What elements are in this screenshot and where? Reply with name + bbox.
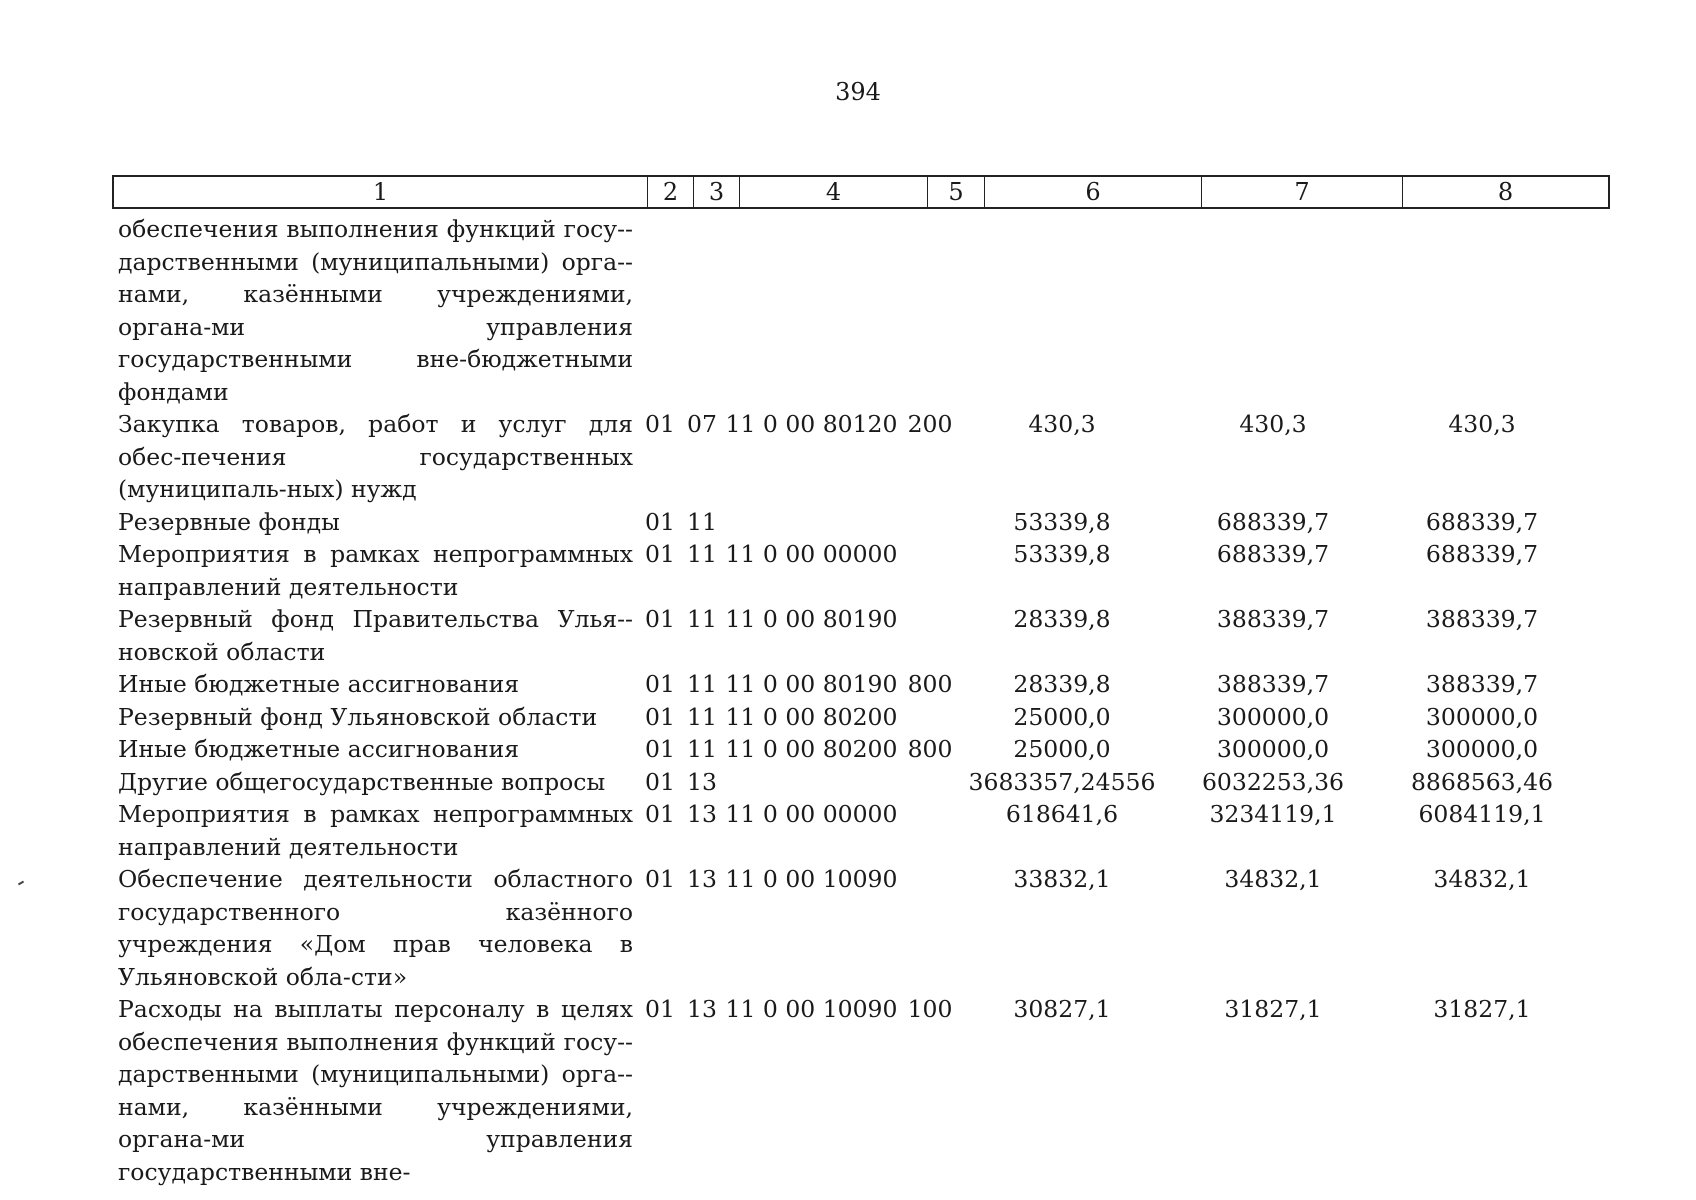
cell-amount-8: 6084119,1 [1418,800,1546,828]
cell-amount-8: 388339,7 [1425,605,1539,633]
table-row [118,863,1618,993]
cell-amount-7: 300000,0 [1216,702,1330,731]
header-cell-3: 3 [694,177,740,207]
header-cell-1: 1 [114,177,648,207]
cell-section: 01 [645,735,675,763]
row-name: Мероприятия в рамках непрограммных направлений деятельности [118,540,633,601]
cell-subsection: 07 [687,410,717,438]
header-cell-5: 5 [928,177,985,207]
cell-target-code: 11 0 00 00000 [725,540,898,568]
cell-amount-6: 53339,8 [1013,540,1111,568]
cell-target-code: 11 0 00 80190 [725,605,898,633]
cell-amount-8: 688339,7 [1425,540,1539,568]
table-row [118,993,1618,1188]
cell-amount-6: 28339,8 [1013,605,1111,633]
cell-subsection: 11 [687,540,717,568]
cell-amount-7: 34832,1 [1224,865,1322,893]
cell-subsection: 13 [687,865,717,893]
cell-subsection: 11 [687,605,717,633]
cell-amount-6: 53339,8 [1013,507,1111,536]
cell-amount-8: 688339,7 [1425,507,1539,536]
row-name: Иные бюджетные ассигнования [118,735,520,763]
cell-section: 01 [645,995,675,1023]
table-row [118,408,1618,506]
cell-section: 01 [645,767,675,796]
cell-target-code: 11 0 00 80190 [725,670,898,698]
table-row [118,506,1618,539]
row-name: Обеспечение деятельности областного государственного казённого учреждения «Дом прав человека в Ульяновской обла-сти» [118,865,633,991]
table-row [118,538,1618,603]
table-body [118,213,1618,1188]
cell-amount-7: 688339,7 [1216,507,1330,536]
row-name: Мероприятия в рамках непрограммных направлений деятельности [118,800,633,861]
cell-section: 01 [645,670,675,698]
cell-subsection: 11 [687,507,717,536]
row-name: Иные бюджетные ассигнования [118,670,520,698]
cell-section: 01 [645,800,675,828]
cell-expense-type: 200 [907,410,953,438]
header-cell-8: 8 [1497,178,1514,206]
header-cell-4: 4 [740,177,928,207]
cell-subsection: 13 [687,800,717,828]
cell-amount-6: 25000,0 [1013,702,1111,731]
cell-amount-7: 300000,0 [1216,735,1330,763]
cell-amount-7: 388339,7 [1216,670,1330,698]
cell-amount-8: 300000,0 [1425,735,1539,763]
cell-subsection: 11 [687,670,717,698]
table-row [118,701,1618,734]
page-number: 394 [835,78,881,106]
cell-amount-7: 430,3 [1239,410,1307,438]
table-row [118,668,1618,701]
cell-amount-7: 3234119,1 [1209,800,1337,828]
cell-subsection: 13 [687,995,717,1023]
cell-amount-8: 300000,0 [1425,702,1539,731]
cell-target-code: 11 0 00 80200 [725,735,898,763]
cell-subsection: 11 [687,735,717,763]
header-cell-2: 2 [648,177,694,207]
cell-amount-6: 430,3 [1028,410,1096,438]
cell-amount-8: 430,3 [1448,410,1516,438]
cell-amount-6: 25000,0 [1013,735,1111,763]
cell-amount-7: 388339,7 [1216,605,1330,633]
cell-section: 01 [645,410,675,438]
table-row [118,213,1618,408]
cell-amount-7: 31827,1 [1224,995,1322,1023]
cell-amount-7: 688339,7 [1216,540,1330,568]
header-cell-7: 7 [1202,177,1403,207]
row-name: Резервный фонд Ульяновской области [118,702,598,731]
row-name: Другие общегосударственные вопросы [118,767,606,796]
cell-amount-6: 618641,6 [1005,800,1119,828]
cell-section: 01 [645,540,675,568]
cell-section: 01 [645,865,675,893]
cell-subsection: 13 [687,767,717,796]
cell-amount-8: 31827,1 [1433,995,1531,1023]
cell-amount-8: 8868563,46 [1410,767,1554,796]
row-name: Закупка товаров, работ и услуг для обес-печения государственных (муниципаль-ных) нужд [118,410,633,503]
row-name: Расходы на выплаты персоналу в целях обеспечения выполнения функций госу-дарственными (муниципальными) орга-нами, казёнными учреждениями, органа-ми управления государственными вне- [118,995,633,1186]
table-row [118,766,1618,799]
cell-section: 01 [645,507,675,536]
row-name: Резервный фонд Правительства Улья-новской области [118,605,633,666]
cell-amount-8: 388339,7 [1425,670,1539,698]
cell-amount-6: 3683357,24556 [968,767,1156,796]
cell-amount-8: 34832,1 [1433,865,1531,893]
cell-amount-6: 33832,1 [1013,865,1111,893]
cell-expense-type: 100 [907,995,953,1023]
cell-target-code: 11 0 00 00000 [725,800,898,828]
cell-amount-7: 6032253,36 [1201,767,1345,796]
table-header [112,175,1610,209]
table-row [118,603,1618,668]
table-row [118,733,1618,766]
cell-target-code: 11 0 00 10090 [725,865,898,893]
cell-expense-type: 800 [907,735,953,763]
header-cell-6: 6 [985,177,1202,207]
scan-mark [18,881,24,886]
cell-amount-6: 28339,8 [1013,670,1111,698]
cell-target-code: 11 0 00 10090 [725,995,898,1023]
cell-amount-6: 30827,1 [1013,995,1111,1023]
cell-expense-type: 800 [907,670,953,698]
cell-subsection: 11 [687,702,717,731]
table-row [118,798,1618,863]
cell-target-code: 11 0 00 80200 [725,702,898,731]
cell-section: 01 [645,605,675,633]
cell-target-code: 11 0 00 80120 [725,410,898,438]
cell-section: 01 [645,702,675,731]
row-name: обеспечения выполнения функций госу-дарственными (муниципальными) орга-нами, казёнными учреждениями, органа-ми управления государственными вне-бюджетными фондами [118,215,633,406]
row-name: Резервные фонды [118,507,340,536]
